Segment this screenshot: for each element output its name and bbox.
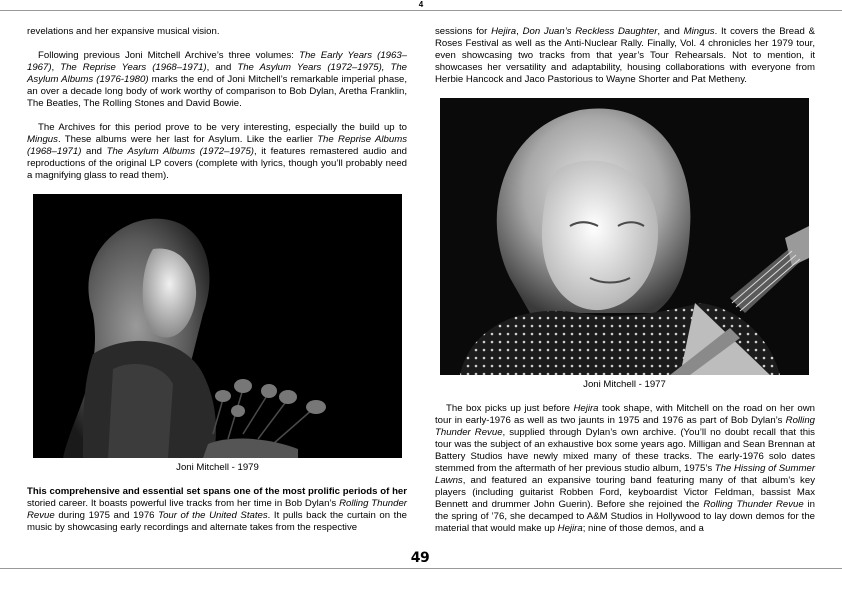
left-column-bottom — [27, 486, 407, 534]
top-page-marker: 4 — [418, 0, 424, 9]
top-rule — [0, 10, 842, 11]
left-paragraph-0: revelations and her expansive musical vision. — [27, 26, 220, 37]
photo-1977-illustration — [440, 98, 809, 375]
right-paragraph-0: sessions for Hejira, Don Juan’s Reckless Daughter, and Mingus. It covers the Bread & Roses Festival as well as the Anti-Nuclear Rally. Finally, Vol. 4 chronicles her 1979 tour, even showcasing two tracks from that year’s Tour Rehearsals. Not to mention, it showcases her versatility and adaptability, housing collaborations with everyone from Herbie Hancock and Jaco Pastorious to Wayne Shorter and Pat Metheny. — [435, 26, 815, 85]
photo-joni-1977 — [440, 98, 809, 375]
caption-1977: Joni Mitchell - 1977 — [583, 379, 666, 390]
right-column-bottom — [435, 403, 815, 535]
caption-1979: Joni Mitchell - 1979 — [176, 462, 259, 473]
right-paragraph-1: The box picks up just before Hejira took shape, with Mitchell on the road on her own tour in early-1976 as well as two jaunts in 1975 and 1976 as part of Bob Dylan’s Rolling Thunder Revue, supplied through Dylan’s own archive. (You’ll no doubt recall that this tour was the subject of an exhaustive box some years ago. Milligan and Sean Brennan at Battery Studios have newly mixed many of these tracks. The early-1976 solo dates stemmed from the aftermath of her previous studio album, 1975’s The Hissing of Summer Lawns, and featured an expansive touring band featuring many of that album’s key players (including guitarist Robben Ford, keyboardist Victor Feldman, bassist Max Bennett and drummer John Guerin). Before she rejoined the Rolling Thunder Revue in the spring of ’76, she decamped to A&M Studios in Hollywood to lay down demos for the material that would make up Hejira; nine of those demos, and a — [435, 403, 816, 534]
photo-1979-illustration — [33, 194, 402, 458]
left-column-top — [27, 26, 407, 194]
left-paragraph-2: The Archives for this period prove to be very interesting, especially the build up to Mingus. These albums were her last for Asylum. Like the earlier The Reprise Albums (1968–1971) and The Asylum Albums (1972–1975), it features remastered audio and reproductions of the original LP covers (complete with lyrics, though you’ll probably need a magnifying glass to read them). — [27, 122, 408, 181]
left-paragraph-1: Following previous Joni Mitchell Archive’s three volumes: The Early Years (1963–1967), The Reprise Years (1968–1971), and The Asylum Years (1972–1975), The Asylum Albums (1976-1980) marks the end of Joni Mitchell’s remarkable imperial phase, an over a decade long body of work worthy of comparison to Bob Dylan, Aretha Franklin, The Beatles, The Rolling Stones and David Bowie. — [27, 50, 408, 109]
page-number: 49 — [410, 550, 430, 566]
photo-joni-1979 — [33, 194, 402, 458]
left-paragraph-3: This comprehensive and essential set spans one of the most prolific periods of her storied career. It boasts powerful live tracks from her time in Bob Dylan’s Rolling Thunder Revue during 1975 and 1976 Tour of the United States. It pulls back the curtain on the music by showcasing early recordings and alternate takes from the respective — [27, 486, 407, 533]
bottom-rule — [0, 568, 842, 569]
right-column-top — [435, 26, 815, 86]
